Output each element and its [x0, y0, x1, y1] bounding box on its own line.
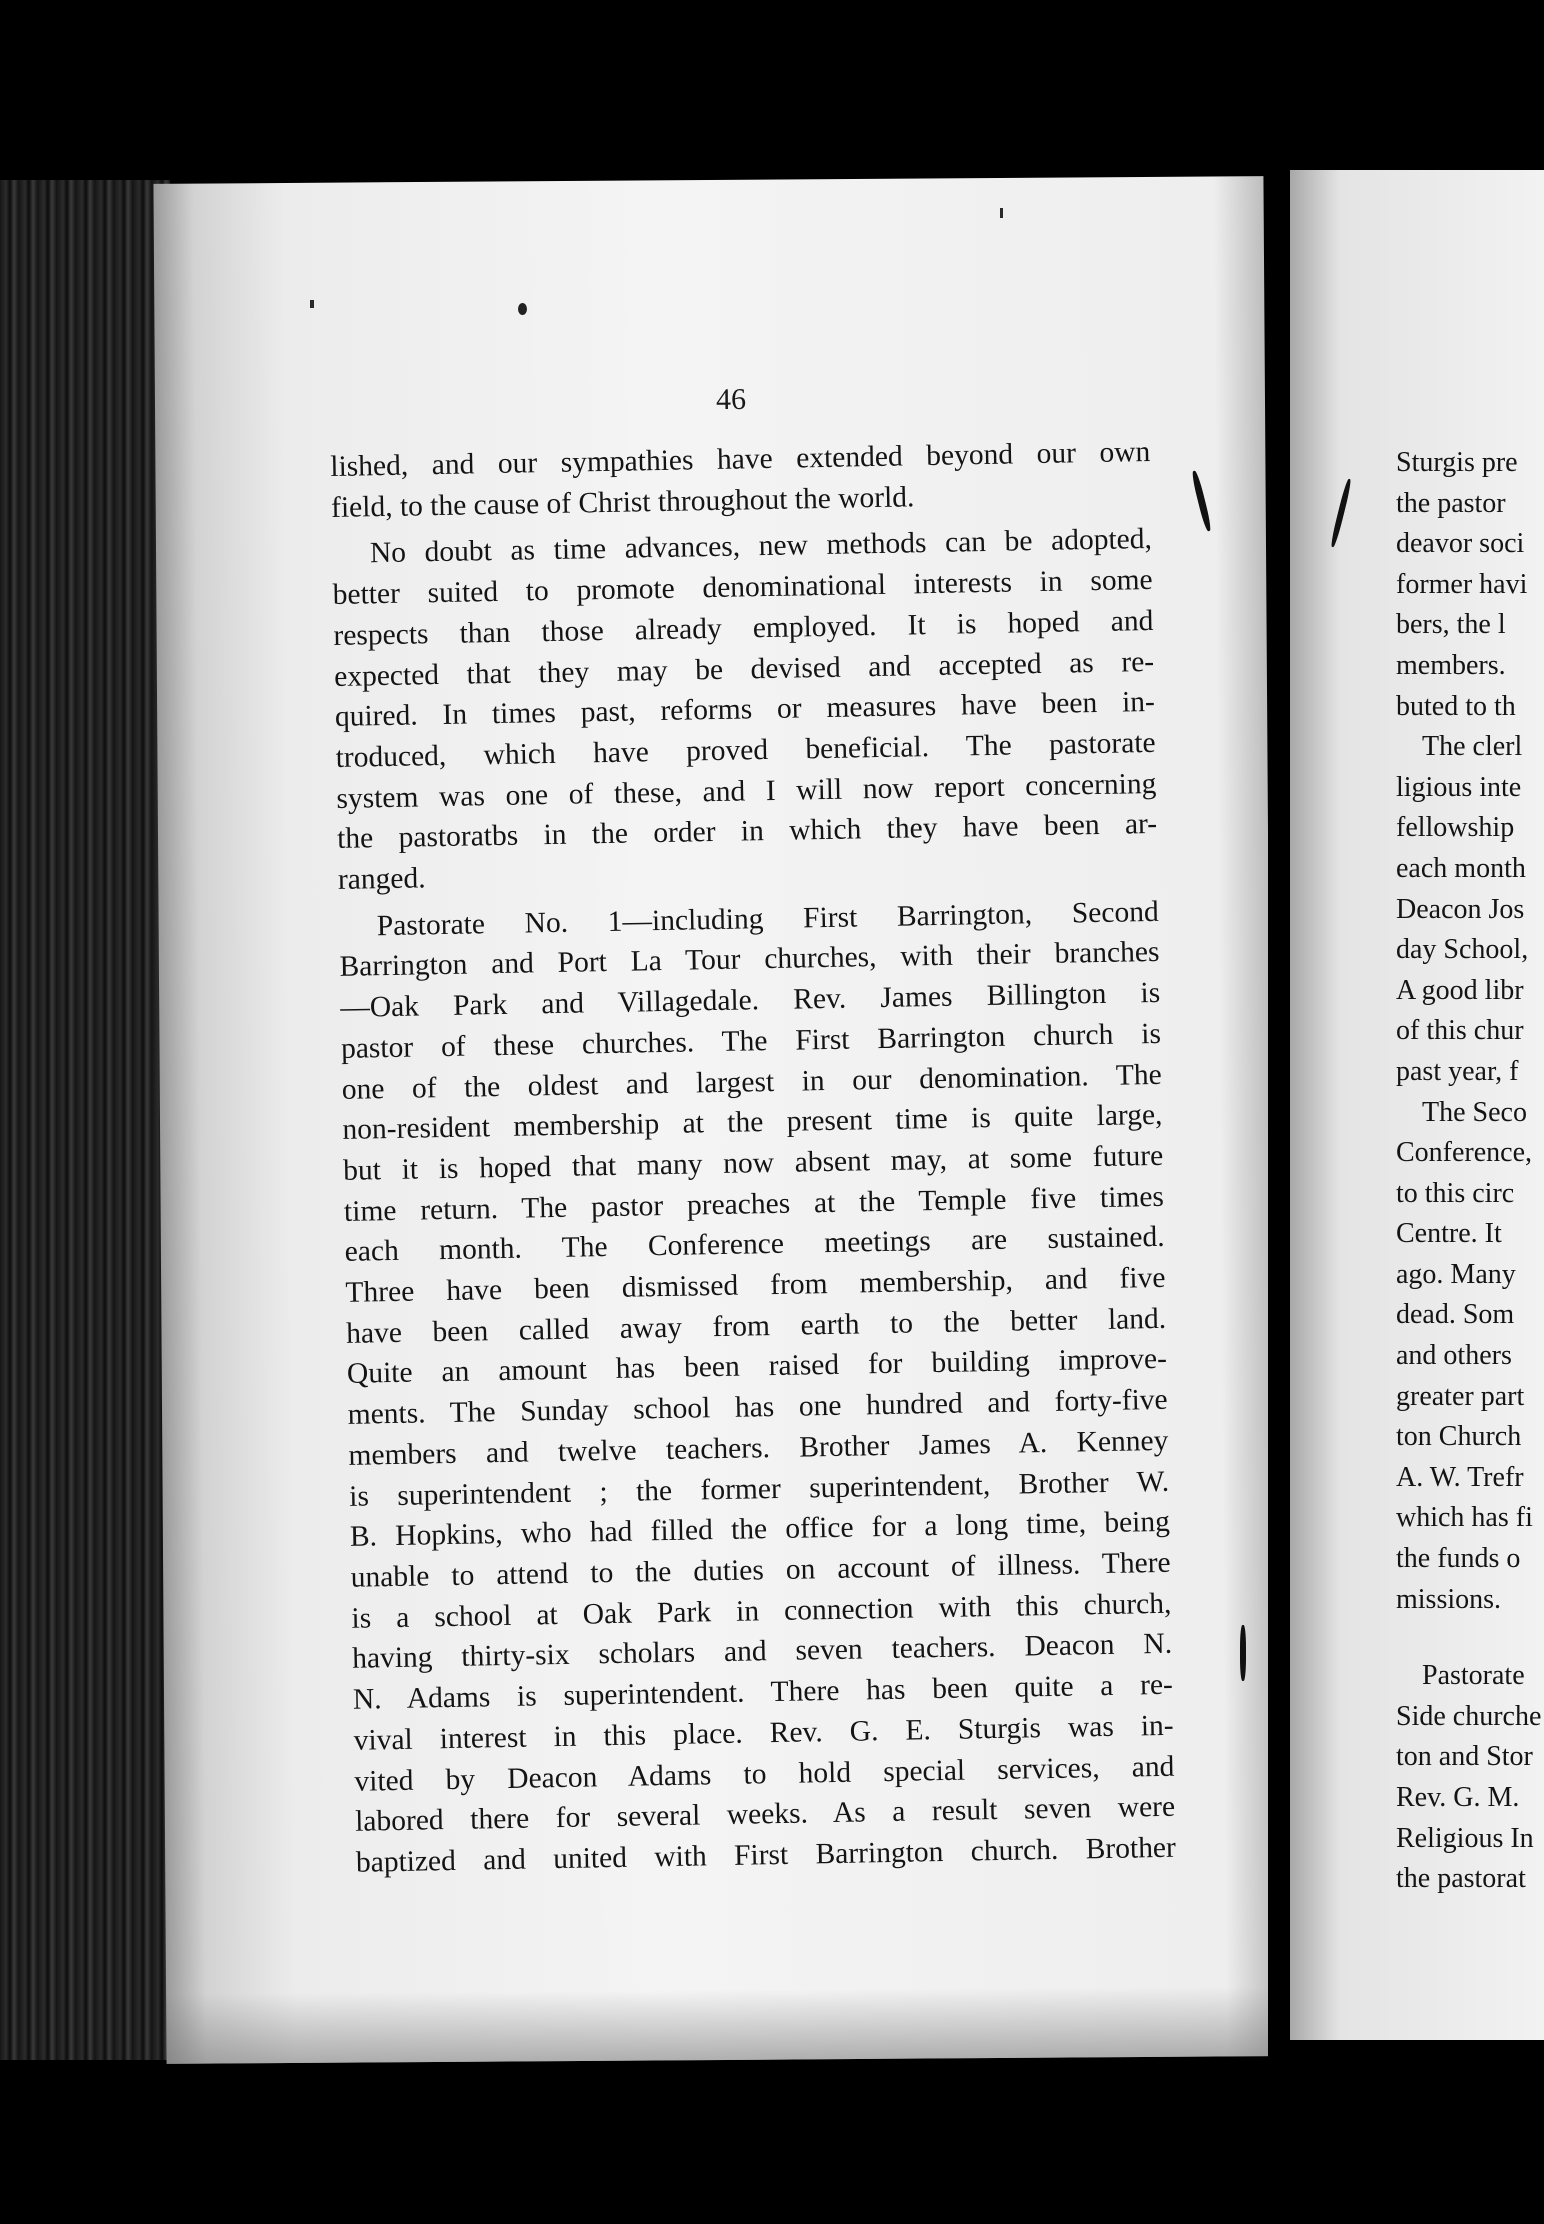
top-background — [0, 0, 1544, 180]
text-line: Pastorate No. 1—including First Barrington, Second — [376, 895, 1159, 942]
right-line: and others — [1396, 1340, 1512, 1372]
right-line: Sturgis pre — [1396, 447, 1518, 478]
text-line: members and twelve teachers. Brother James A. Kenney — [348, 1424, 1169, 1472]
text-line: baptized and united with First Barrington church. Brother — [355, 1831, 1177, 1879]
right-line: each month — [1396, 852, 1526, 884]
right-line: Centre. It — [1396, 1218, 1502, 1250]
right-line: dead. Som — [1396, 1299, 1515, 1331]
right-line: the pastor — [1396, 487, 1506, 519]
text-line: having thirty-six scholars and seven teachers. Deacon N. — [351, 1628, 1173, 1676]
text-line: vival interest in this place. Rev. G. E. Sturgis was in- — [353, 1709, 1174, 1757]
right-line: Religious In — [1396, 1822, 1534, 1854]
ink-speck — [1000, 208, 1003, 218]
margin-mark — [1240, 1625, 1246, 1681]
right-line: ago. Many — [1396, 1258, 1516, 1290]
text-line: troduced, which have proved beneficial. The pastorate — [335, 726, 1156, 774]
text-line: No doubt as time advances, new methods can be adopted, — [369, 523, 1153, 570]
text-line: non-resident membership at the present time is quite large, — [342, 1099, 1163, 1147]
right-line: to this circ — [1396, 1177, 1515, 1209]
right-line: of this chur — [1396, 1015, 1524, 1047]
text-line: but it is hoped that many now absent may, at some future — [342, 1139, 1164, 1187]
page-number: 46 — [715, 382, 747, 417]
text-line: system was one of these, and I will now report concerning — [336, 767, 1157, 815]
text-line: lished, and our sympathies have extended beyond our own — [330, 435, 1151, 483]
right-line: A. W. Trefr — [1396, 1461, 1524, 1493]
text-line: ranged. — [337, 862, 426, 896]
paragraph-1 — [330, 432, 1151, 528]
right-line: ton Church — [1396, 1421, 1522, 1453]
text-line: better suited to promote denominational interests in some — [332, 564, 1153, 612]
right-line: The Seco — [1422, 1096, 1527, 1128]
text-line: unable to attend to the duties on account of illness. There — [350, 1546, 1171, 1594]
right-line: which has fi — [1396, 1502, 1533, 1534]
right-line: Rev. G. M. — [1396, 1782, 1520, 1813]
text-line: Quite an amount has been raised for building improve- — [346, 1343, 1168, 1391]
text-line: have been called away from earth to the better land. — [345, 1302, 1167, 1350]
text-line: quired. In times past, reforms or measures have been in- — [334, 686, 1156, 734]
right-line: The clerl — [1422, 731, 1523, 763]
paragraph-2 — [332, 519, 1159, 900]
right-line: Conference, — [1396, 1137, 1533, 1169]
text-line: Barrington and Port La Tour churches, with their branches — [339, 936, 1160, 984]
right-line: day School, — [1396, 934, 1529, 966]
text-line: pastor of these churches. The First Barrington church is — [340, 1017, 1162, 1065]
right-page-text — [1396, 443, 1544, 1900]
text-line: expected that they may be devised and accepted as re- — [333, 645, 1155, 693]
right-line: A good libr — [1396, 974, 1524, 1006]
text-line: is a school at Oak Park in connection with this church, — [351, 1587, 1172, 1635]
text-line: the pastoratbs in the order in which they have been ar- — [336, 808, 1158, 856]
right-line: bers, the l — [1396, 609, 1506, 641]
right-line: the funds o — [1396, 1543, 1521, 1575]
right-line: members. — [1396, 649, 1506, 681]
text-line: respects than those already employed. It is hoped and — [333, 604, 1154, 652]
right-line: former havi — [1396, 568, 1528, 600]
ink-speck — [310, 300, 314, 308]
right-line: fellowship — [1396, 812, 1515, 844]
text-line: B. Hopkins, who had filled the office for a long time, being — [349, 1506, 1171, 1554]
right-line: missions. — [1396, 1583, 1502, 1615]
right-line: deavor soci — [1396, 528, 1525, 560]
text-line: one of the oldest and largest in our denomination. The — [341, 1058, 1162, 1106]
right-line: Pastorate — [1422, 1660, 1525, 1692]
text-line: Three have been dismissed from membership, and five — [345, 1261, 1166, 1309]
paragraph-3 — [338, 892, 1176, 1884]
right-line: ligious inte — [1396, 771, 1522, 803]
book-page-edges — [0, 180, 170, 2060]
text-line: ments. The Sunday school has one hundred and forty-five — [347, 1383, 1168, 1432]
right-line: past year, f — [1396, 1055, 1519, 1087]
right-line: greater part — [1396, 1380, 1525, 1412]
book-gutter — [1268, 160, 1292, 2060]
right-line: Side churche — [1396, 1700, 1542, 1732]
text-line: field, to the cause of Christ throughout the world. — [330, 481, 915, 524]
text-line: each month. The Conference meetings are sustained. — [344, 1221, 1165, 1269]
right-line: the pastorat — [1396, 1863, 1526, 1895]
right-line: Deacon Jos — [1396, 893, 1525, 925]
right-line: buted to th — [1396, 690, 1516, 722]
right-line: ton and Stor — [1396, 1741, 1533, 1773]
text-line: time return. The pastor preaches at the Temple five times — [343, 1180, 1165, 1228]
text-line: N. Adams is superintendent. There has been quite a re- — [352, 1668, 1174, 1716]
text-line: —Oak Park and Villagedale. Rev. James Billington is — [339, 977, 1161, 1025]
text-line: vited by Deacon Adams to hold special services, and — [354, 1750, 1175, 1798]
text-line: is superintendent ; the former superintendent, Brother W. — [348, 1465, 1170, 1513]
text-line: labored there for several weeks. As a result seven were — [354, 1790, 1176, 1838]
left-page-text — [330, 432, 1176, 1883]
ink-spot — [518, 303, 527, 315]
